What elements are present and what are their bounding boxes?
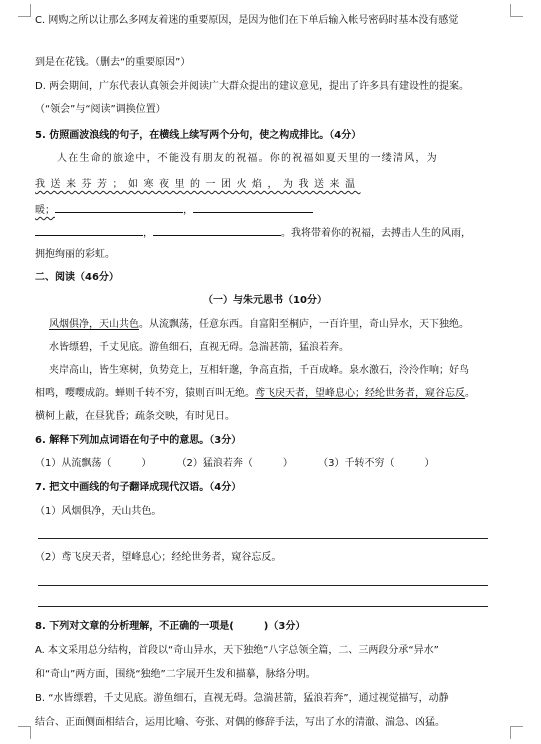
passage-text: 。从流飘荡，任意东西。自富阳至桐庐，一百许里，奇山异水，天下独绝。: [139, 319, 469, 330]
answer-blank[interactable]: [55, 201, 183, 213]
passage-text: 。: [465, 388, 475, 399]
q5-line1: 人在生命的旅途中，不能没有朋友的祝福。你的祝福如夏天里的一缕清风，为: [57, 153, 438, 164]
q8-option-a: 和“奇山”两方面，围绕“独绝”二字展开生发和描摹，脉络分明。: [35, 669, 316, 680]
answer-line[interactable]: [38, 538, 488, 539]
q6-items: [35, 457, 495, 471]
page-corner-mark: [510, 726, 523, 739]
q6-item-3: （3）千转不穷（ ）: [318, 458, 435, 469]
page-corner-mark: [510, 4, 523, 17]
underlined-sentence: 鸢飞戾天者，望峰息心；经纶世务者，窥谷忘反: [255, 388, 465, 399]
q8-option-b: 结合、正面侧面相结合，运用比喻、夸张、对偶的修辞手法，写出了水的清澈、湍急、凶猛。: [35, 717, 445, 728]
q5-wavy-end: 暖；: [35, 205, 55, 216]
q6-item-2: （2）猛浪若奔（ ）: [176, 458, 293, 469]
q5-line5: 拥抱绚丽的彩虹。: [35, 249, 115, 260]
wavy-underlined-text: 我送来芬芳；如寒夜里的一团火焰，为我送来温: [35, 179, 361, 190]
q5-comma: ，: [183, 205, 193, 216]
option-c-line: C. 网购之所以让那么多网友着迷的重要原因，是因为他们在下单后输入帐号密码时基本没有感觉: [35, 15, 459, 26]
q5-blank-line: [35, 201, 495, 218]
question-7-title: 7. 把文中画线的句子翻译成现代汉语。（4分）: [35, 482, 242, 493]
passage-line: [35, 318, 495, 332]
q5-wavy-line: [35, 178, 495, 192]
q7-sentence-1: （1）风烟俱净，天山共色。: [35, 506, 162, 517]
answer-blank[interactable]: [153, 224, 281, 236]
answer-blank[interactable]: [193, 201, 313, 213]
passage-line: [35, 364, 495, 378]
answer-line[interactable]: [38, 606, 488, 607]
passage-title: （一）与朱元思书（10分）: [203, 295, 327, 306]
question-6-title: 6. 解释下列加点词语在句子中的意思。（3分）: [35, 435, 242, 446]
passage-text: 相鸣，嘤嘤成韵。蝉则千转不穷，猿则百叫无绝。: [35, 388, 255, 399]
question-5-title: 5. 仿照画波浪线的句子，在横线上续写两个分句，使之构成排比。（4分）: [35, 130, 362, 141]
passage-text: 水皆缥碧，千丈见底。游鱼细石，直视无碍。急湍甚箭，猛浪若奔。: [49, 342, 349, 353]
q5-line4-text: 。我将带着你的祝福，去搏击人生的风雨，: [281, 228, 471, 239]
question-8-title: 8. 下列对文章的分析理解，不正确的一项是( )（3分）: [35, 621, 306, 632]
underlined-sentence: 风烟俱净，天山共色: [49, 319, 139, 330]
q7-sentence-2: （2）鸢飞戾天者，望峰息心；经纶世务者，窥谷忘反。: [35, 552, 282, 563]
passage-line: 横柯上蔽，在昼犹昏；疏条交映，有时见日。: [35, 411, 235, 422]
q8-option-a: A. 本文采用总分结构，首段以“奇山异水，天下独绝”八字总领全篇，二、三两段分承“异水”: [35, 645, 439, 656]
passage-text: 夹岸高山，皆生寒树，负势竞上，互相轩邈，争高直指，千百成峰。泉水激石，泠泠作响；好鸟: [49, 365, 469, 376]
answer-line[interactable]: [38, 585, 488, 586]
passage-line: [35, 387, 495, 401]
page-corner-mark: [18, 4, 31, 17]
q8-option-b: B. “水皆缥碧，千丈见底。游鱼细石，直视无碍。急湍甚箭，猛浪若奔”，通过视觉描写，动静: [35, 693, 449, 704]
q5-blank-line: [35, 224, 495, 241]
q5-text-line: [35, 152, 495, 166]
q6-item-1: （1）从流飘荡（ ）: [35, 458, 152, 469]
answer-blank[interactable]: [35, 224, 143, 236]
passage-line: [35, 341, 495, 355]
option-d-line: D. 两会期间，广东代表认真领会并阅读广大群众提出的建议意见，提出了许多具有建设性的提案。: [35, 81, 470, 92]
option-c-line: 到是在花钱。（删去“的重要原因”）: [35, 57, 191, 68]
q5-comma: ，: [143, 228, 153, 239]
option-d-line: （“领会”与“阅读”调换位置）: [35, 104, 166, 115]
page-corner-mark: [18, 726, 31, 739]
section-2-title: 二、阅读（46分）: [35, 272, 119, 283]
